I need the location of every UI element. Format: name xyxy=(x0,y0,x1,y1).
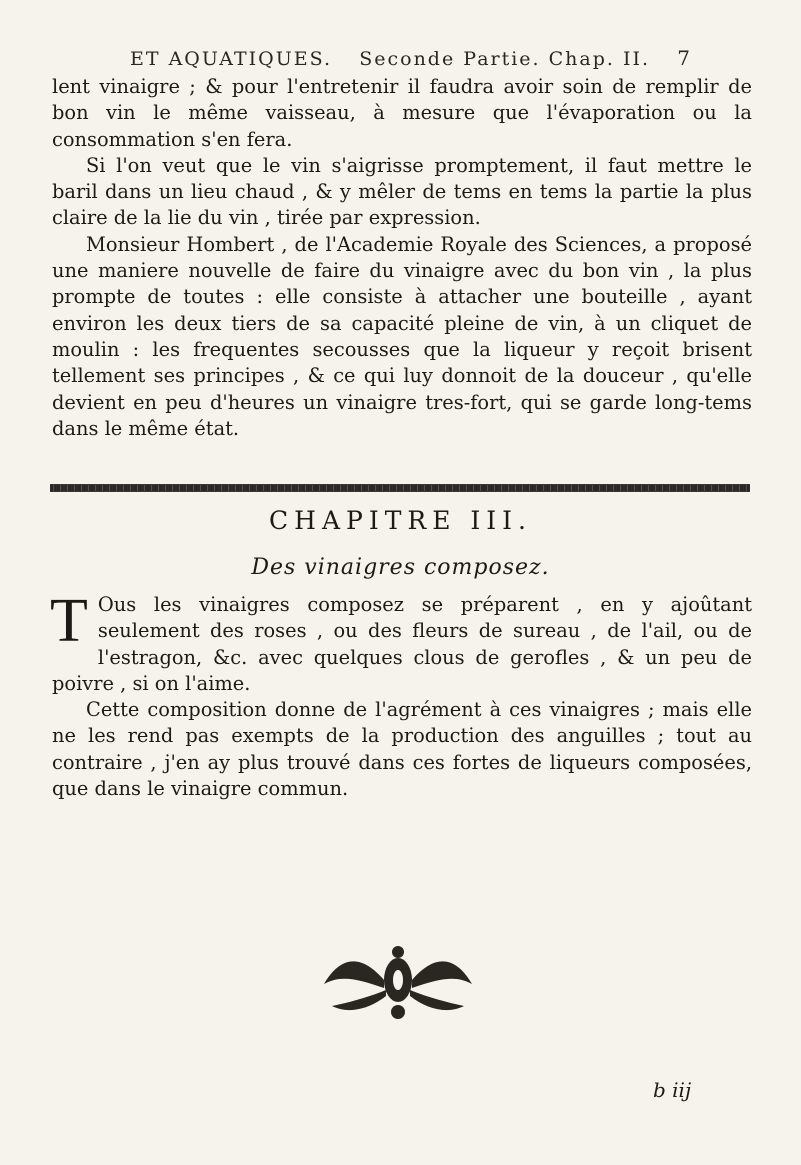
chapter-paragraph-2: Cette composition donne de l'agrément à ces vinaigres ; mais elle ne les rend pas exempts de la production des anguilles ; tout au contraire , j'en ay plus trouvé dans ces fortes de liqueurs composées, que dans le vinaigre commun. xyxy=(52,698,752,801)
floral-ornament-icon xyxy=(318,940,478,1024)
continued-text xyxy=(52,74,752,442)
paragraph-1: lent vinaigre ; & pour l'entretenir il faudra avoir soin de remplir de bon vin le même vaisseau, à mesure que l'évaporation ou la consommation s'en fera. xyxy=(52,75,752,151)
chapter-subtitle: Des vinaigres composez. xyxy=(251,555,550,580)
signature-mark: b iij xyxy=(653,1078,692,1102)
chapter-paragraph-1-text: Ous les vinaigres composez se préparent , en y ajoûtant seulement des roses , ou des fleurs de sureau , de l'ail, ou de l'estragon, &c. avec quelques clous de gerofles , & un peu de poivre , si on l'aime. xyxy=(52,593,752,695)
paragraph-3: Monsieur Hombert , de l'Academie Royale des Sciences, a proposé une maniere nouvelle de faire du vinaigre avec du bon vin , la plus prompte de toutes : elle consiste à attacher une bouteille , ayant environ les deux tiers de sa capacité pleine de vin, à un cliquet de moulin : les frequentes secousses que la liqueur y reçoit brisent tellement ses principes , & ce qui luy donnoit de la douceur , qu'elle devient en peu d'heures un vinaigre tres-fort, qui se garde long-tems dans le même état. xyxy=(52,232,752,440)
chapter-body xyxy=(50,587,752,802)
chapter-title: CHAPITRE III. xyxy=(269,506,532,535)
ornamental-rule xyxy=(50,484,750,492)
running-head-center: Seconde Partie. Chap. II. xyxy=(359,48,651,70)
drop-cap: T xyxy=(50,587,88,655)
paragraph-2: Si l'on veut que le vin s'aigrisse promptement, il faut mettre le baril dans un lieu chaud , & y mêler de tems en tems la partie la plus claire de la lie du vin , tirée par expression. xyxy=(52,153,752,230)
running-head-left: ET AQUATIQUES. xyxy=(130,48,333,70)
running-head xyxy=(130,46,690,70)
chapter-paragraph-1 xyxy=(50,587,752,697)
page-number: 7 xyxy=(677,46,690,70)
